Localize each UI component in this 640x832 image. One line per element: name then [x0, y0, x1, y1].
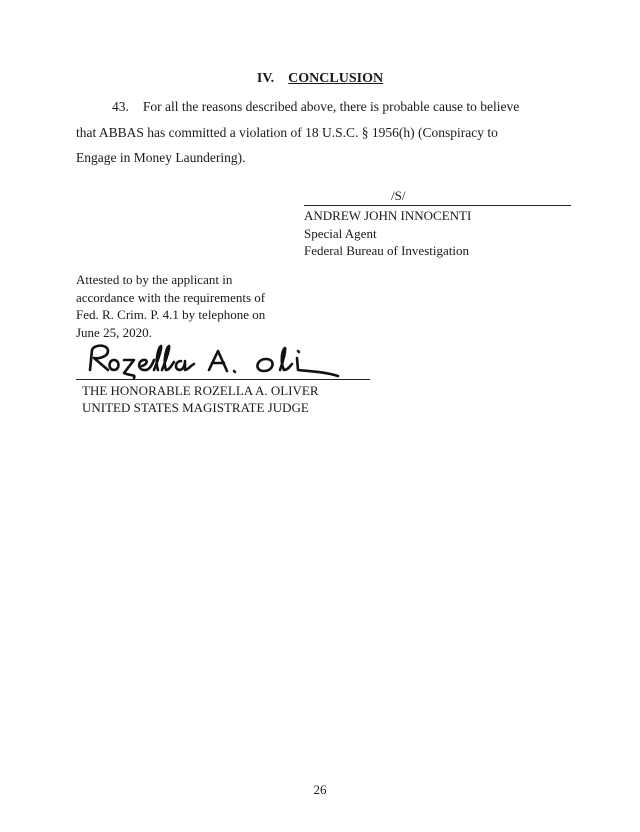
section-heading — [0, 71, 640, 87]
paragraph-line-2: that ABBAS has committed a violation of 18 U.S.C. § 1956(h) (Conspiracy to — [76, 124, 498, 140]
judge-name: THE HONORABLE ROZELLA A. OLIVER — [82, 383, 319, 398]
conclusion-paragraph — [76, 94, 576, 171]
paragraph-line-3: Engage in Money Laundering). — [76, 150, 246, 165]
paragraph-line-1 — [76, 94, 576, 120]
judge-handwritten-signature — [84, 340, 340, 380]
attestation-line-4: June 25, 2020. — [76, 324, 152, 340]
agent-signature-block — [304, 207, 471, 260]
attestation-line-1: Attested to by the applicant in — [76, 272, 233, 287]
attestation-line-2: accordance with the requirements of — [76, 289, 266, 305]
agent-name: ANDREW JOHN INNOCENTI — [304, 208, 472, 223]
judge-signature-line — [76, 379, 370, 380]
paragraph-line-1-text: For all the reasons described above, there is probable cause to believe — [142, 99, 520, 114]
agent-signature-line — [304, 205, 571, 206]
paragraph-number: 43. — [112, 99, 129, 114]
judge-title: UNITED STATES MAGISTRATE JUDGE — [82, 400, 309, 415]
section-title: CONCLUSION — [288, 71, 384, 86]
attestation-line-3: Fed. R. Crim. P. 4.1 by telephone on — [76, 307, 266, 322]
agent-agency: Federal Bureau of Investigation — [304, 243, 469, 258]
attestation-block — [76, 271, 265, 341]
agent-signature-mark: /S/ — [391, 188, 406, 203]
page-number: 26 — [313, 782, 327, 797]
agent-title: Special Agent — [304, 225, 377, 241]
judge-signature-block — [82, 382, 319, 416]
section-number: IV. — [256, 71, 275, 86]
